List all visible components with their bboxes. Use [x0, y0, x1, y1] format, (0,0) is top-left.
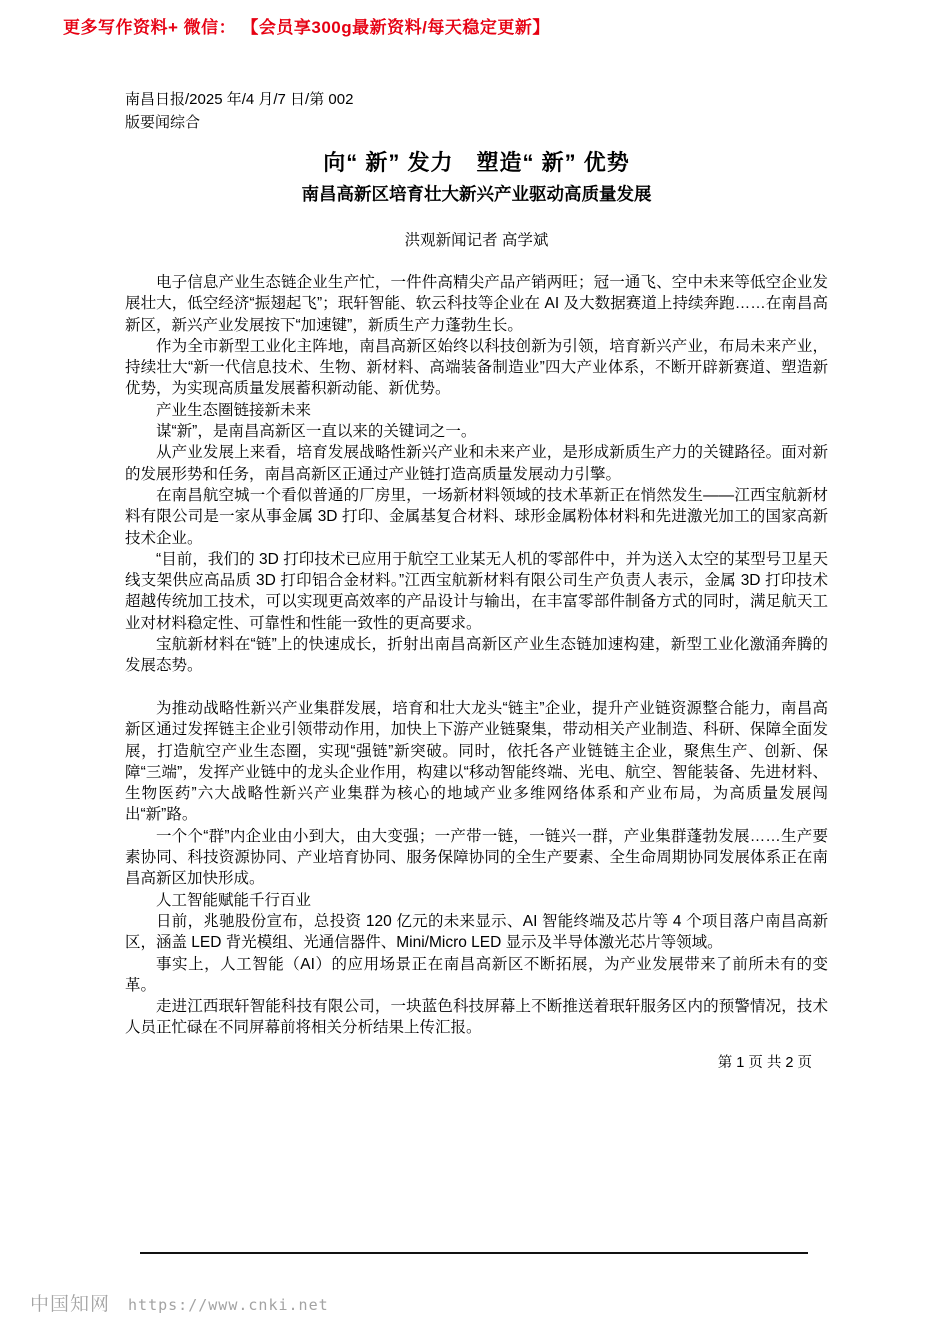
document-page: [125, 88, 828, 1072]
paragraph: 从产业发展上来看，培育发展战略性新兴产业和未来产业，是形成新质生产力的关键路径。面对新的发展形势和任务，南昌高新区正通过产业链打造高质量发展动力引擎。: [125, 444, 828, 483]
paragraph: “目前，我们的 3D 打印技术已应用于航空工业某无人机的零部件中，并为送入太空的某型号卫星天线支架供应高品质 3D 打印铝合金材料。”江西宝航新材料有限公司生产负责人表示，金属 3D 打印技术超越传统加工技术，可以实现更高效率的产品设计与输出，在丰富零部件制备方式的同时，满足航天工业对材料稳定性、可靠性和性能一致性的更高要求。: [125, 550, 828, 632]
paragraph: 为推动战略性新兴产业集群发展，培育和壮大龙头“链主”企业，提升产业链资源整合能力，南昌高新区通过发挥链主企业引领带动作用，加快上下游产业链聚集，带动相关产业制造、科研、保障全面发展，打造航空产业生态圈，实现“强链”新突破。同时，依托各产业链链主企业，聚焦生产、创新、保障“三端”，发挥产业链中的龙头企业作用，构建以“移动智能终端、光电、航空、智能装备、先进材料、生物医药”六大战略性新兴产业集群为核心的地域产业多维网络体系和产业布局，为高质量发展闯出“新”路。: [125, 699, 828, 824]
article-subtitle: 南昌高新区培育壮大新兴产业驱动高质量发展: [301, 184, 652, 204]
source-line-2: 版要闻综合: [125, 114, 201, 131]
cnki-url: https://www.cnki.net: [128, 1296, 329, 1314]
footer-divider: [140, 1252, 808, 1254]
page-indicator: 第 1 页 共 2 页: [717, 1054, 812, 1071]
cnki-brand: 中国知网: [30, 1294, 111, 1315]
paragraph: 日前，兆驰股份宣布，总投资 120 亿元的未来显示、AI 智能终端及芯片等 4 个项目落户南昌高新区，涵盖 LED 背光模组、光通信器件、Mini/Micro LED 显示及半导体激光芯片等领域。: [125, 912, 828, 952]
source-header: [125, 88, 828, 134]
paragraph: 走进江西珉轩智能科技有限公司，一块蓝色科技屏幕上不断推送着珉轩服务区内的预警情况，技术人员正忙碌在不同屏幕前将相关分析结果上传汇报。: [125, 998, 828, 1037]
paragraph: 作为全市新型工业化主阵地，南昌高新区始终以科技创新为引领，培育新兴产业，布局未来产业，持续壮大“新一代信息技术、生物、新材料、高端装备制造业”四大产业体系，不断开辟新赛道、塑造新优势，为实现高质量发展蓄积新动能、新优势。: [125, 337, 828, 398]
paragraph: 宝航新材料在“链”上的快速成长，折射出南昌高新区产业生态链加速构建，新型工业化激涌奔腾的发展态势。: [125, 636, 828, 675]
promo-banner: 更多写作资料+ 微信： 【会员享300g最新资料/每天稳定更新】: [63, 18, 550, 37]
byline: 洪观新闻记者 高学斌: [404, 232, 549, 249]
paragraph: [125, 677, 828, 698]
paragraph: 电子信息产业生态链企业生产忙，一件件高精尖产品产销两旺；冠一通飞、空中未来等低空企业发展壮大，低空经济“振翅起飞”；珉轩智能、软云科技等企业在 AI 及大数据赛道上持续奔跑……在南昌高新区，新兴产业发展按下“加速键”，新质生产力蓬勃生长。: [125, 274, 828, 334]
article-title: 向“ 新” 发力 塑造“ 新” 优势: [323, 150, 630, 175]
paragraph: 一个个“群”内企业由小到大，由大变强；一产带一链，一链兴一群，产业集群蓬勃发展……生产要素协同、科技资源协同、产业培育协同、服务保障协同的全生产要素、全生命周期协同发展体系正在南昌高新区加快形成。: [125, 827, 828, 888]
paragraph: 产业生态圈链接新未来: [156, 401, 312, 419]
paragraph: 人工智能赋能千行百业: [156, 891, 312, 909]
paragraph: 事实上，人工智能（AI）的应用场景正在南昌高新区不断拓展，为产业发展带来了前所未有的变革。: [125, 955, 828, 994]
cnki-watermark: [30, 1289, 329, 1316]
paragraph: 谋“新”，是南昌高新区一直以来的关键词之一。: [156, 423, 477, 441]
paragraph: 在南昌航空城一个看似普通的厂房里，一场新材料领域的技术革新正在悄然发生——江西宝航新材料有限公司是一家从事金属 3D 打印、金属基复合材料、球形金属粉体材料和先进激光加工的国家高新技术企业。: [125, 486, 828, 547]
source-line-1: 南昌日报/2025 年/4 月/7 日/第 002: [125, 91, 354, 108]
article-body: [125, 272, 828, 1039]
